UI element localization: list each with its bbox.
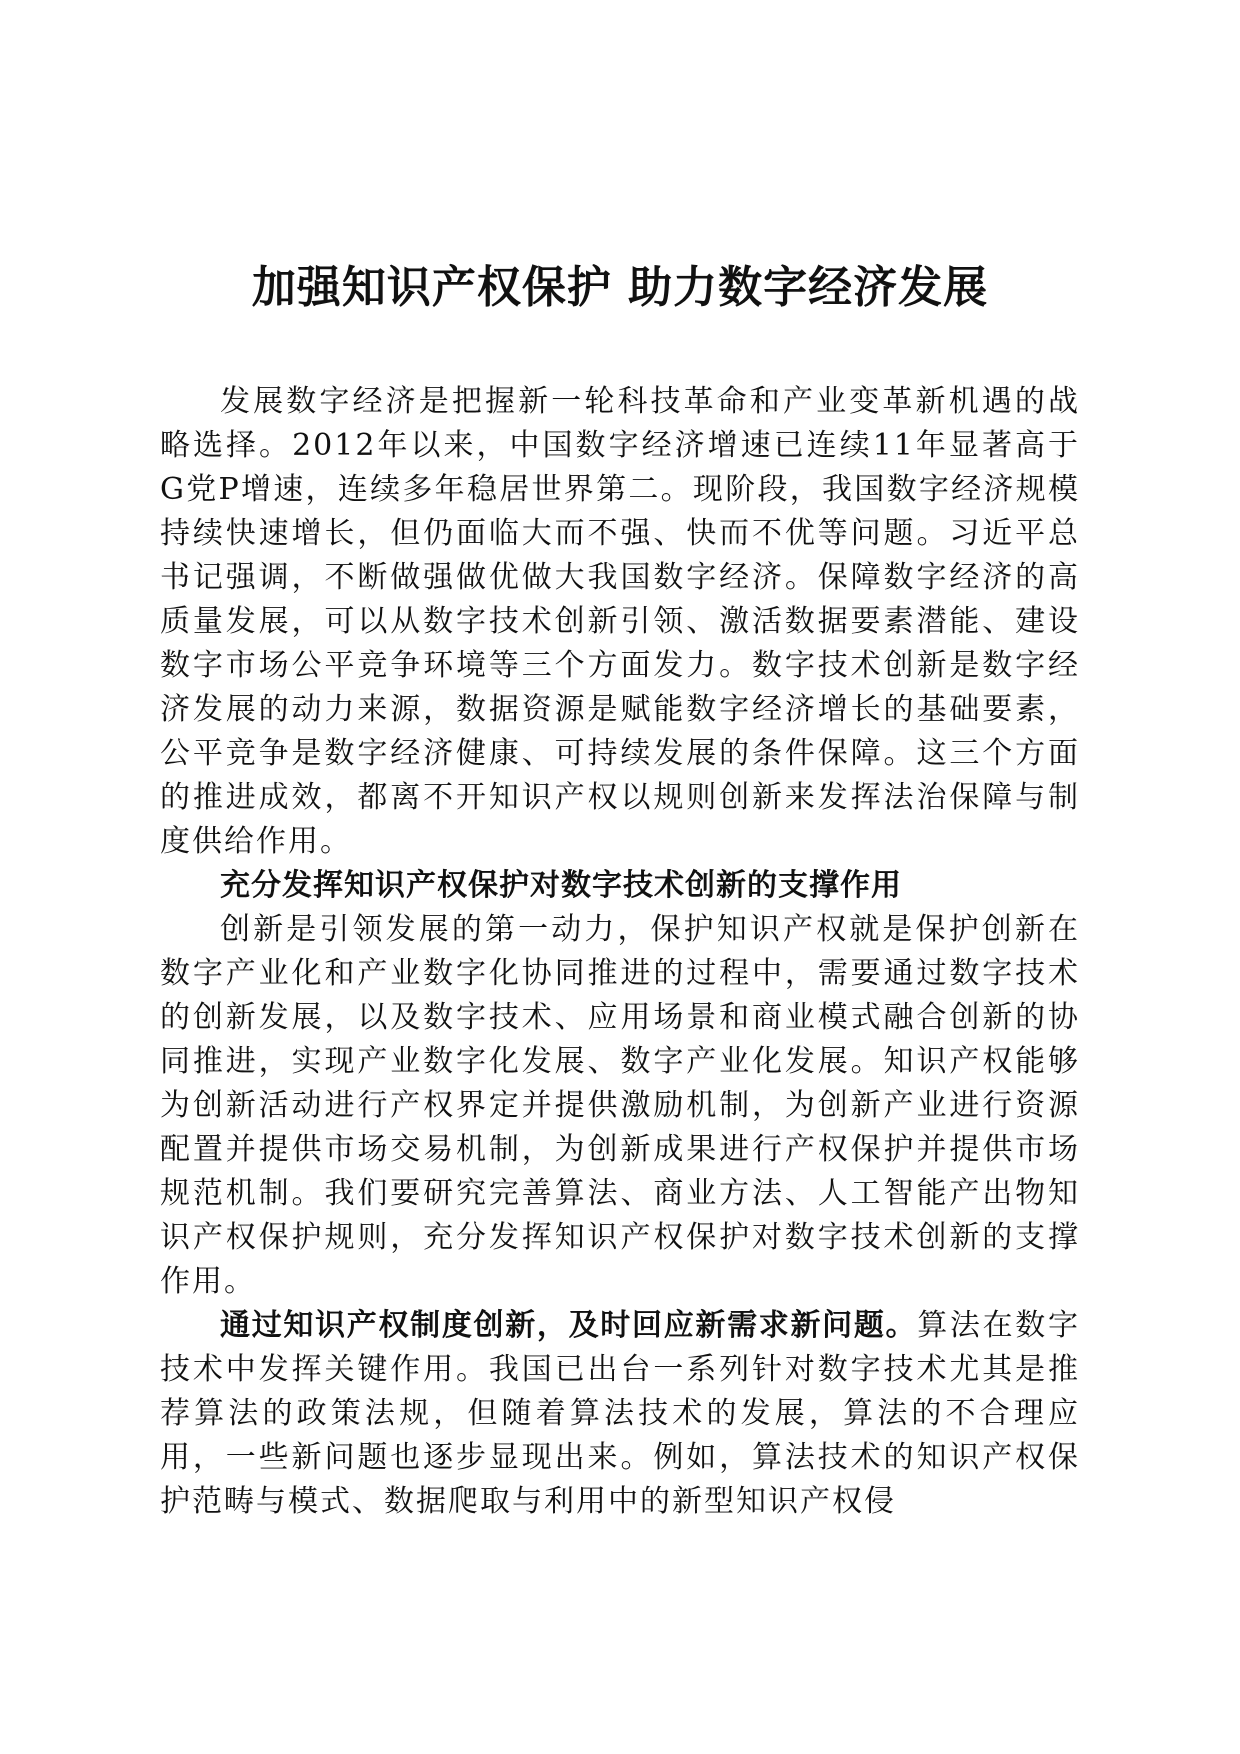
paragraph-intro: 发展数字经济是把握新一轮科技革命和产业变革新机遇的战略选择。2012年以来，中国数字经济增速已连续11年显著高于G党P增速，连续多年稳居世界第二。现阶段，我国数字经济规模持续快速增长，但仍面临大而不强、快而不优等问题。习近平总书记强调，不断做强做优做大我国数字经济。保障数字经济的高质量发展，可以从数字技术创新引领、激活数据要素潜能、建设数字市场公平竞争环境等三个方面发力。数字技术创新是数字经济发展的动力来源，数据资源是赋能数字经济增长的基础要素，公平竞争是数字经济健康、可持续发展的条件保障。这三个方面的推进成效，都离不开知识产权以规则创新来发挥法治保障与制度供给作用。: [160, 384, 1080, 859]
paragraph-body-text: 算法在数字技术中发挥关键作用。我国已出台一系列针对数字技术尤其是推荐算法的政策法规，但随着算法技术的发展，算法的不合理应用，一些新问题也逐步显现出来。例如，算法技术的知识产权保护范畴与模式、数据爬取与利用中的新型知识产权侵: [160, 1308, 1081, 1519]
document-title: 加强知识产权保护 助力数字经济发展: [251, 262, 989, 313]
paragraph-lead-sentence: 通过知识产权制度创新，及时回应新需求新问题。: [220, 1308, 918, 1343]
paragraph-institution: [160, 1304, 1080, 1524]
paragraph-innovation: 创新是引领发展的第一动力，保护知识产权就是保护创新在数字产业化和产业数字化协同推进的过程中，需要通过数字技术的创新发展，以及数字技术、应用场景和商业模式融合创新的协同推进，实现产业数字化发展、数字产业化发展。知识产权能够为创新活动进行产权界定并提供激励机制，为创新产业进行资源配置并提供市场交易机制，为创新成果进行产权保护并提供市场规范机制。我们要研究完善算法、商业方法、人工智能产出物知识产权保护规则，充分发挥知识产权保护对数字技术创新的支撑作用。: [160, 912, 1080, 1299]
section-heading: 充分发挥知识产权保护对数字技术创新的支撑作用: [220, 868, 902, 903]
document-body: [160, 380, 1080, 1524]
